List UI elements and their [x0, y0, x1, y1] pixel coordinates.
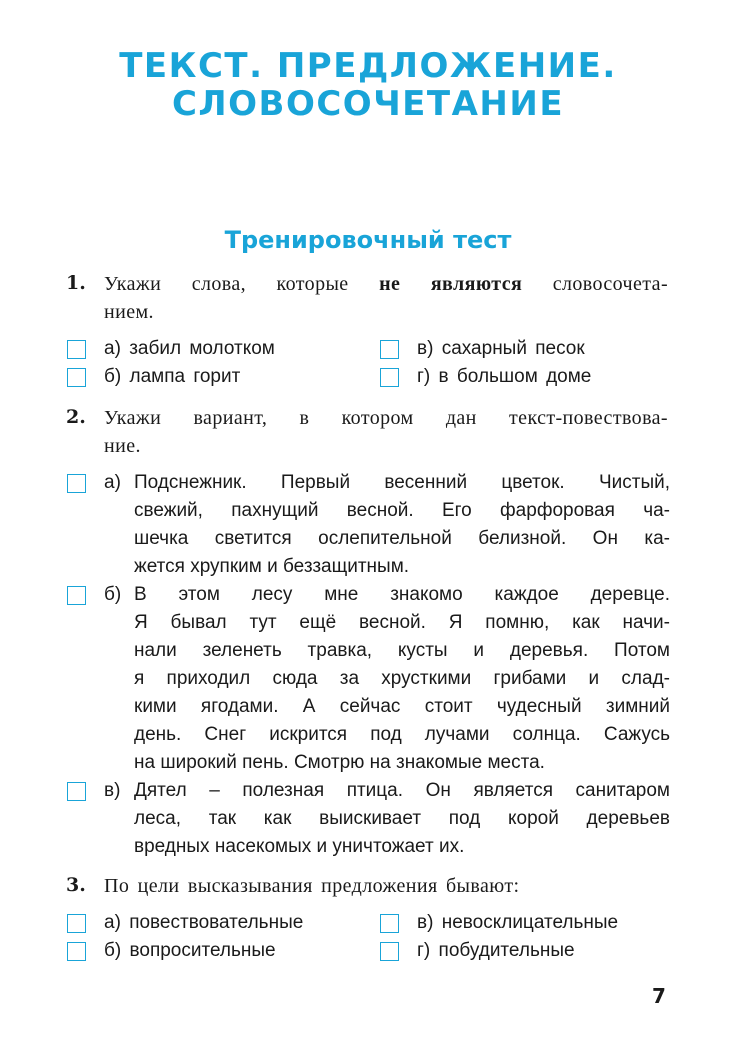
question-1-number: 1. [66, 272, 86, 294]
q3-option-g-label: г) [417, 940, 431, 961]
q1-option-v-text: сахарный песок [441, 338, 585, 359]
q2-option-b-line: нали зеленеть травка, кусты и деревья. Потом [134, 640, 670, 661]
q1-option-v-label: в) [417, 338, 434, 359]
q2-option-b-line: В этом лесу мне знакомо каждое деревце. [134, 584, 670, 605]
q1-option-b-checkbox[interactable] [67, 368, 86, 387]
question-1-text [104, 270, 668, 326]
q1-option-a-label: а) [104, 338, 121, 359]
page-number: 7 [652, 984, 666, 1008]
section-subtitle: Тренировочный тест [224, 226, 512, 254]
q2-option-a [104, 469, 670, 581]
q2-option-a-line: шечка светится ослепительной белизной. Он ка- [134, 528, 670, 549]
q2-option-b-line: Я бывал тут ещё весной. Я помню, как начи- [134, 612, 670, 633]
q2-option-a-line: жется хрупким и беззащитным. [134, 556, 410, 577]
q2-option-a-line: свежий, пахнущий весной. Его фарфоровая ча- [134, 500, 670, 521]
q2-option-v-line: леса, так как выискивает под корой деревьев [134, 808, 670, 829]
question-3-text: По цели высказывания предложения бывают: [104, 875, 520, 897]
q3-option-a-checkbox[interactable] [67, 914, 86, 933]
q1-option-b [104, 363, 240, 391]
q3-option-g [417, 937, 575, 965]
q2-option-a-checkbox[interactable] [67, 474, 86, 493]
question-3-number: 3. [66, 874, 86, 896]
q1-option-a-text: забил молотком [129, 338, 275, 359]
q2-option-a-label: а) [104, 472, 121, 493]
q2-option-b-line: на широкий пень. Смотрю на знакомые места. [134, 752, 545, 773]
q1-option-a-checkbox[interactable] [67, 340, 86, 359]
question-1-text-pre: Укажи слова, которые [104, 273, 380, 295]
q3-option-v [417, 909, 618, 937]
q3-option-b-checkbox[interactable] [67, 942, 86, 961]
question-2-text [104, 404, 668, 460]
q2-option-v-label: в) [104, 780, 121, 801]
q2-option-b-line: я приходил сюда за хрусткими грибами и слад- [134, 668, 670, 689]
q2-option-v [104, 777, 670, 861]
q2-option-b-label: б) [104, 584, 122, 605]
q1-option-g [417, 363, 591, 391]
page-title-line1: ТЕКСТ. ПРЕДЛОЖЕНИЕ. [119, 46, 617, 86]
q2-option-b-line: день. Снег искрится под лучами солнца. Сажусь [134, 724, 670, 745]
q1-option-g-text: в большом доме [438, 366, 592, 387]
q1-option-b-label: б) [104, 366, 122, 387]
q1-option-g-checkbox[interactable] [380, 368, 399, 387]
q2-option-v-line: Дятел – полезная птица. Он является санитаром [134, 780, 670, 801]
question-1-text-line2: нием. [104, 301, 154, 323]
q3-option-a-label: а) [104, 912, 121, 933]
q3-option-g-text: побудительные [438, 940, 575, 961]
q2-option-b-line: кими ягодами. А сейчас стоит чудесный зимний [134, 696, 670, 717]
question-2-text-line2: ние. [104, 435, 141, 457]
q3-option-v-label: в) [417, 912, 434, 933]
q3-option-a-text: повествовательные [129, 912, 304, 933]
q1-option-b-text: лампа горит [129, 366, 241, 387]
q3-option-a [104, 909, 303, 937]
page-title-line2: СЛОВОСОЧЕТАНИЕ [171, 84, 565, 124]
question-2-number: 2. [66, 406, 86, 428]
q3-option-b-text: вопросительные [129, 940, 276, 961]
q3-option-v-checkbox[interactable] [380, 914, 399, 933]
q2-option-b-checkbox[interactable] [67, 586, 86, 605]
q2-option-a-line: Подснежник. Первый весенний цветок. Чистый, [134, 472, 670, 493]
question-1-text-bold: не являются [379, 273, 523, 295]
q3-option-b-label: б) [104, 940, 122, 961]
question-1-text-post: словосочета- [522, 273, 669, 295]
q3-option-g-checkbox[interactable] [380, 942, 399, 961]
q1-option-g-label: г) [417, 366, 431, 387]
q1-option-a [104, 335, 275, 363]
q2-option-v-checkbox[interactable] [67, 782, 86, 801]
q2-option-v-line: вредных насекомых и уничтожает их. [134, 836, 465, 857]
question-2-text-line1: Укажи вариант, в котором дан текст-повествова- [104, 407, 668, 429]
q3-option-v-text: невосклицательные [441, 912, 619, 933]
q1-option-v [417, 335, 585, 363]
q1-option-v-checkbox[interactable] [380, 340, 399, 359]
q3-option-b [104, 937, 276, 965]
q2-option-b [104, 581, 670, 777]
